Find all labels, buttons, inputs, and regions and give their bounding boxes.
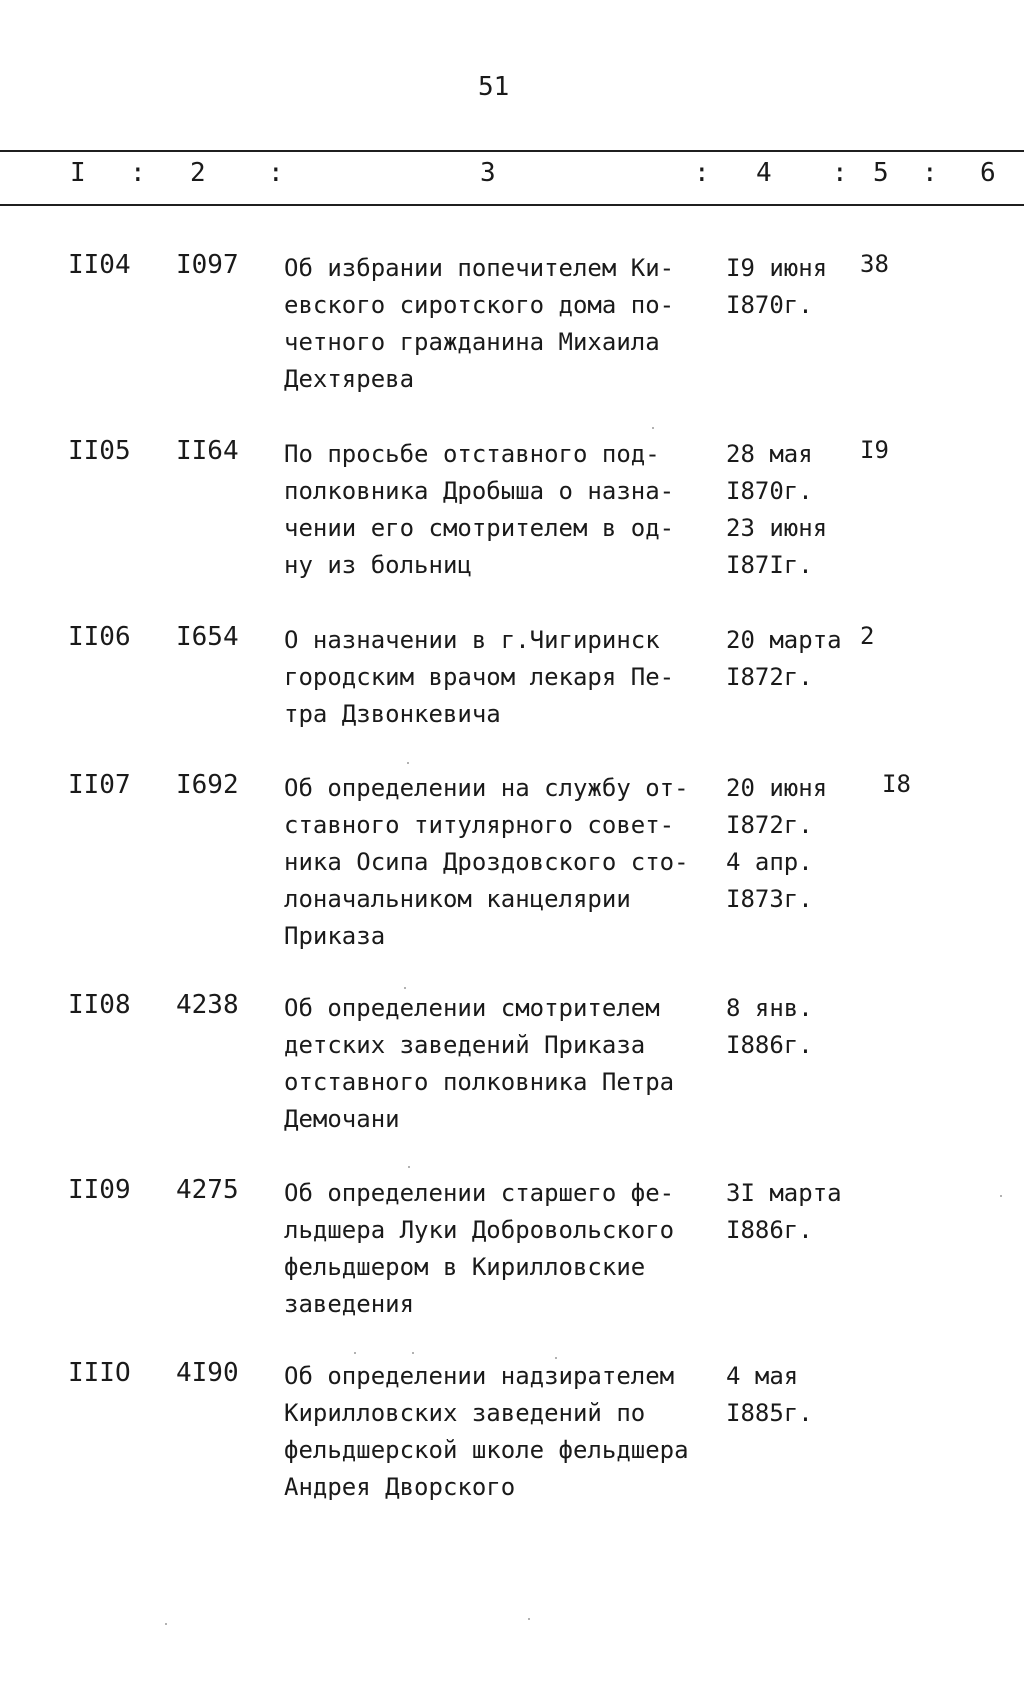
case-title xyxy=(284,990,724,1138)
sheet-count: 2 xyxy=(860,622,875,650)
case-title-line: Демочани xyxy=(284,1105,400,1133)
case-dates xyxy=(726,250,856,324)
header-separator: : xyxy=(832,158,848,188)
record-number: II05 xyxy=(68,436,131,466)
header-bottom-rule xyxy=(0,204,1024,206)
record-number: II07 xyxy=(68,770,131,800)
case-title xyxy=(284,250,724,398)
header-separator: : xyxy=(694,158,710,188)
header-separator: : xyxy=(922,158,938,188)
case-title-line: Дехтярева xyxy=(284,365,415,393)
record-number: II09 xyxy=(68,1175,131,1205)
header-separator: : xyxy=(130,158,146,188)
scan-speck xyxy=(652,427,654,429)
case-dates xyxy=(726,436,856,584)
case-date-line: I87Iг. xyxy=(726,551,813,579)
case-date-line: I886г. xyxy=(726,1031,813,1059)
case-title-line: тра Дзвонкевича xyxy=(284,700,501,728)
case-date-line: 8 янв. xyxy=(726,994,813,1022)
case-title-line: фельдшером в Кирилловские xyxy=(284,1253,646,1281)
scan-speck xyxy=(408,1166,410,1168)
case-date-line: 4 мая xyxy=(726,1362,799,1390)
column-header-5: 5 xyxy=(873,158,889,188)
case-title-line: ставного титулярного совет- xyxy=(284,811,675,839)
case-number: 4275 xyxy=(176,1175,239,1205)
sheet-count: I9 xyxy=(860,436,889,464)
case-dates xyxy=(726,622,856,696)
case-title-line: чении его смотрителем в од- xyxy=(284,514,675,542)
case-number: 4238 xyxy=(176,990,239,1020)
case-number: I692 xyxy=(176,770,239,800)
case-title-line: ну из больниц xyxy=(284,551,472,579)
record-number: IIIO xyxy=(68,1358,131,1388)
case-title-line: ника Осипа Дроздовского сто- xyxy=(284,848,689,876)
case-dates xyxy=(726,990,856,1064)
case-title-line: По просьбе отставного под- xyxy=(284,440,660,468)
sheet-count: 38 xyxy=(860,250,889,278)
scan-speck xyxy=(354,1352,356,1354)
case-dates xyxy=(726,770,856,918)
case-date-line: 3I марта xyxy=(726,1179,842,1207)
case-date-line: I870г. xyxy=(726,291,813,319)
column-header-2: 2 xyxy=(190,158,206,188)
case-date-line: I873г. xyxy=(726,885,813,913)
case-title-line: льдшера Луки Добровольского xyxy=(284,1216,675,1244)
case-title-line: Об определении старшего фе- xyxy=(284,1179,675,1207)
case-title xyxy=(284,770,724,955)
scan-speck xyxy=(165,1623,167,1625)
case-date-line: I872г. xyxy=(726,811,813,839)
record-number: II08 xyxy=(68,990,131,1020)
case-title-line: Об определении смотрителем xyxy=(284,994,660,1022)
scan-speck xyxy=(528,1618,530,1620)
case-dates xyxy=(726,1358,856,1432)
case-title-line: О назначении в г.Чигиринск xyxy=(284,626,660,654)
case-title-line: евского сиротского дома по- xyxy=(284,291,675,319)
case-number: I654 xyxy=(176,622,239,652)
case-date-line: 4 апр. xyxy=(726,848,813,876)
scan-speck xyxy=(1000,1195,1002,1197)
case-date-line: 23 июня xyxy=(726,514,828,542)
column-header-3: 3 xyxy=(480,158,496,188)
case-dates xyxy=(726,1175,856,1249)
case-title-line: Кирилловских заведений по xyxy=(284,1399,646,1427)
header-separator: : xyxy=(268,158,284,188)
record-number: II04 xyxy=(68,250,131,280)
case-title-line: Об определении на службу от- xyxy=(284,774,689,802)
sheet-count: I8 xyxy=(882,770,911,798)
case-title-line: Об определении надзирателем xyxy=(284,1362,675,1390)
case-title-line: заведения xyxy=(284,1290,415,1318)
record-number: II06 xyxy=(68,622,131,652)
header-top-rule xyxy=(0,150,1024,152)
case-title-line: фельдшерской школе фельдшера xyxy=(284,1436,689,1464)
page-number: 51 xyxy=(478,72,510,102)
scan-speck xyxy=(404,987,406,989)
case-title-line: детских заведений Приказа xyxy=(284,1031,646,1059)
case-number: II64 xyxy=(176,436,239,466)
case-date-line: 28 мая xyxy=(726,440,813,468)
case-title xyxy=(284,622,724,733)
case-number: I097 xyxy=(176,250,239,280)
column-header-6: 6 xyxy=(980,158,996,188)
case-title-line: четного гражданина Михаила xyxy=(284,328,660,356)
case-date-line: 20 июня xyxy=(726,774,828,802)
scan-speck xyxy=(407,762,409,764)
case-date-line: 20 марта xyxy=(726,626,842,654)
case-title-line: Приказа xyxy=(284,922,386,950)
case-title xyxy=(284,1358,724,1506)
case-title-line: отставного полковника Петра xyxy=(284,1068,675,1096)
scan-speck xyxy=(412,1352,414,1354)
case-title-line: полковника Дробыша о назна- xyxy=(284,477,675,505)
case-number: 4I90 xyxy=(176,1358,239,1388)
case-title xyxy=(284,436,724,584)
case-title-line: городским врачом лекаря Пе- xyxy=(284,663,675,691)
case-title-line: Об избрании попечителем Ки- xyxy=(284,254,675,282)
column-header-1: I xyxy=(70,158,86,188)
column-header-4: 4 xyxy=(756,158,772,188)
case-date-line: I870г. xyxy=(726,477,813,505)
case-title xyxy=(284,1175,724,1323)
case-date-line: I885г. xyxy=(726,1399,813,1427)
case-date-line: I886г. xyxy=(726,1216,813,1244)
case-title-line: лоначальником канцелярии xyxy=(284,885,631,913)
case-date-line: I872г. xyxy=(726,663,813,691)
case-date-line: I9 июня xyxy=(726,254,828,282)
scan-speck xyxy=(555,1357,557,1359)
case-title-line: Андрея Дворского xyxy=(284,1473,516,1501)
